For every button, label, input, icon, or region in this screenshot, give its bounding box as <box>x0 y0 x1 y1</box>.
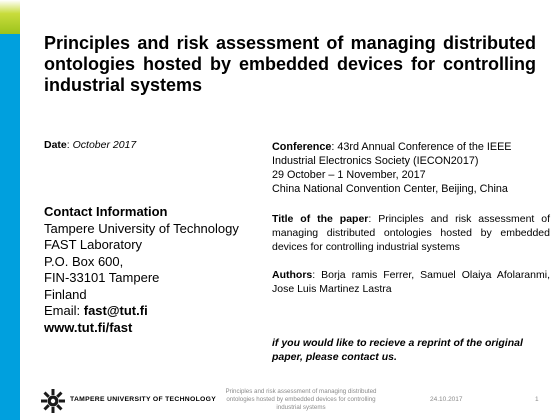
paper-title-block <box>272 212 550 254</box>
website-link[interactable]: www.tut.fi/fast <box>44 319 133 335</box>
authors-text: : Borja ramis Ferrer, Samuel Olaiya Afolaranmi, Jose Luis Martinez Lastra <box>272 269 550 295</box>
accent-bar-blue <box>0 34 20 420</box>
contact-line: Finland <box>44 286 87 302</box>
email-label: Email: <box>44 303 84 318</box>
date-value: October 2017 <box>72 139 137 151</box>
conference-line: China National Convention Center, Beijing, China <box>272 183 508 195</box>
contact-line: Tampere University of Technology <box>44 220 239 236</box>
accent-bar-green <box>0 0 20 34</box>
conference-line: : 43rd Annual Conference of the IEEE <box>331 141 512 153</box>
conference-line: Industrial Electronics Society (IECON2017) <box>272 155 479 167</box>
contact-line: FAST Laboratory <box>44 237 143 252</box>
footer-university-name: TAMPERE UNIVERSITY OF TECHNOLOGY <box>70 396 217 403</box>
conference-label: Conference <box>272 141 332 153</box>
contact-line: P.O. Box 600, <box>44 253 124 269</box>
university-logo-icon <box>40 388 66 414</box>
conference-line: 29 October – 1 November, 2017 <box>272 169 426 181</box>
contact-heading: Contact Information <box>44 204 168 219</box>
contact-line: FIN-33101 Tampere <box>44 270 160 285</box>
conference-block <box>272 140 548 196</box>
date-line: Date: October 2017 <box>44 139 137 151</box>
authors-label: Authors <box>272 269 313 281</box>
footer-date: 24.10.2017 <box>430 396 463 403</box>
email-line <box>44 303 239 320</box>
paper-title-label: Title of the paper <box>272 213 369 225</box>
date-label: Date <box>44 139 67 151</box>
contact-block <box>44 204 239 336</box>
email-link[interactable]: fast@tut.fi <box>83 303 148 318</box>
footer-page-number: 1 <box>535 396 539 403</box>
paper-title-text: : Principles and risk assessment of managing distributed ontologies hosted by embedded devices for controlling industrial systems <box>272 213 550 253</box>
footer-subtitle: Principles and risk assessment of managing distributed ontologies hosted by embedded devices for controlling industrial systems <box>225 388 377 411</box>
slide-title: Principles and risk assessment of managing distributed ontologies hosted by embedded devices for controlling industrial systems <box>44 33 536 95</box>
authors-block <box>272 268 550 296</box>
reprint-note: if you would like to recieve a reprint of the original paper, please contact us. <box>272 337 523 363</box>
